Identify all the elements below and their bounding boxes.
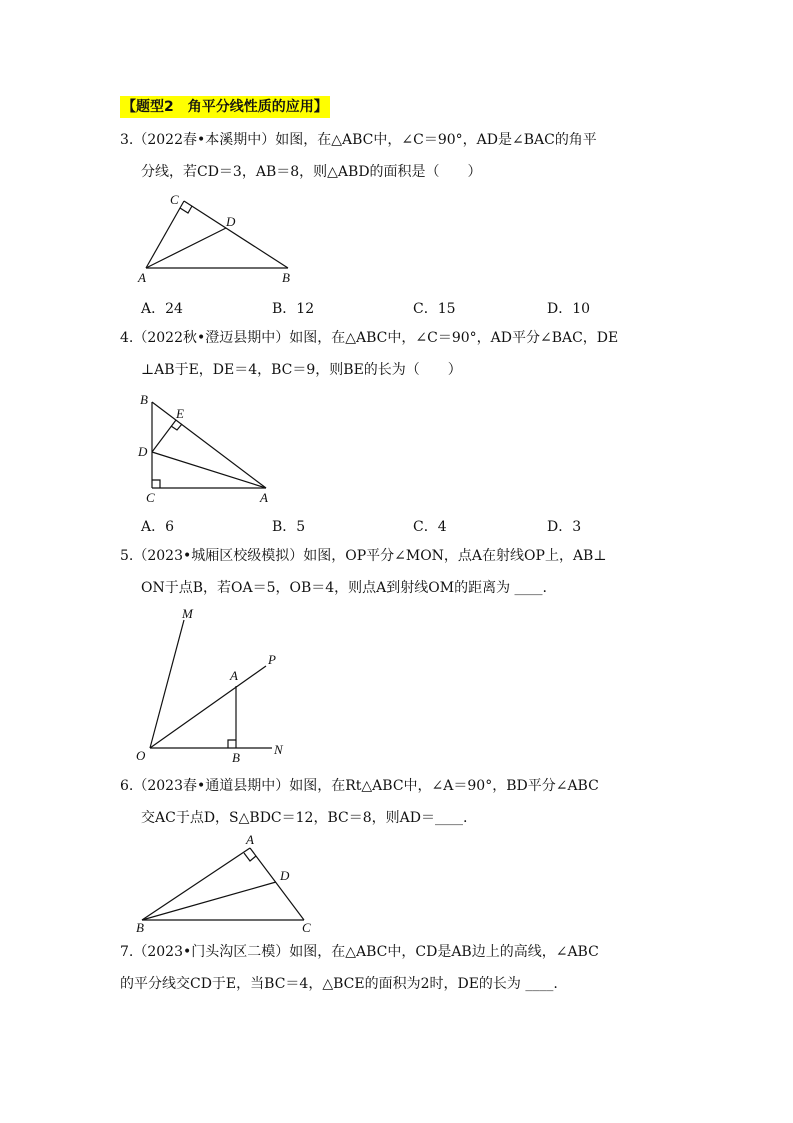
label-C: C <box>302 920 311 935</box>
label-P: P <box>268 652 276 667</box>
option-a: A．24 <box>141 301 183 317</box>
option-c: C．15 <box>413 301 456 317</box>
figure-q3-triangle <box>130 188 310 288</box>
side-BA <box>152 402 266 488</box>
label-D: D <box>138 444 148 459</box>
label-A: A <box>246 832 254 847</box>
figure-q4-triangle <box>132 388 282 508</box>
question-3-line-2: 分线，若CD＝3，AB＝8，则△ABD的面积是（ ） <box>141 164 482 180</box>
side-BA <box>142 848 250 920</box>
option-a: A．6 <box>141 519 175 535</box>
option-d: D．10 <box>547 301 591 317</box>
option-d: D．3 <box>547 519 582 535</box>
label-C: C <box>170 192 179 207</box>
question-4-line-1: 4.（2022秋•澄迈县期中）如图，在△ABC中，∠C＝90°，AD平分∠BAC，DE <box>120 330 619 346</box>
bisector-AD <box>152 452 266 488</box>
question-5-line-2: ON于点B，若OA＝5，OB＝4，则点A到射线OM的距离为 ____. <box>141 580 548 596</box>
side-AC <box>250 848 304 920</box>
bisector-BD <box>142 882 276 920</box>
label-B: B <box>282 270 290 285</box>
question-7-line-1: 7.（2023•门头沟区二模）如图，在△ABC中，CD是AB边上的高线，∠ABC <box>120 944 599 960</box>
ray-OM <box>150 620 184 748</box>
question-3-options <box>141 298 621 318</box>
label-B: B <box>136 920 144 935</box>
label-A: A <box>138 270 146 285</box>
question-6-line-1: 6.（2023春•通道县期中）如图，在Rt△ABC中，∠A＝90°，BD平分∠ABC <box>120 778 599 794</box>
ray-OP <box>150 666 266 748</box>
label-A: A <box>260 490 268 505</box>
perpendicular-DE <box>152 420 176 452</box>
label-B: B <box>140 392 148 407</box>
label-D: D <box>280 868 290 883</box>
label-D: D <box>226 214 236 229</box>
option-c: C．4 <box>413 519 447 535</box>
right-angle-mark-C <box>152 480 160 488</box>
right-angle-mark-B <box>228 740 236 748</box>
question-5-line-1: 5.（2023•城厢区校级模拟）如图，OP平分∠MON，点A在射线OP上，AB⊥ <box>120 548 607 564</box>
question-5 <box>120 540 680 604</box>
option-b: B．5 <box>272 519 306 535</box>
label-E: E <box>176 406 184 421</box>
section-heading: 【题型2 角平分线性质的应用】 <box>120 96 330 118</box>
label-A: A <box>230 668 238 683</box>
option-b: B．12 <box>272 301 315 317</box>
side-CB <box>184 201 288 268</box>
question-4-options <box>141 516 621 536</box>
figure-q6-right-triangle <box>132 832 322 936</box>
label-C: C <box>146 490 155 505</box>
question-3-line-1: 3.（2022春•本溪期中）如图，在△ABC中，∠C＝90°，AD是∠BAC的角平 <box>120 132 597 148</box>
label-B: B <box>232 750 240 764</box>
question-6-line-2: 交AC于点D，S△BDC＝12，BC＝8，则AD＝____. <box>141 810 468 826</box>
question-4-line-2: ⊥AB于E，DE＝4，BC＝9，则BE的长为（ ） <box>141 362 462 378</box>
right-angle-mark-C <box>180 206 192 213</box>
label-O: O <box>136 748 146 763</box>
label-M: M <box>182 606 193 621</box>
question-7 <box>120 936 680 1000</box>
question-4 <box>120 322 680 386</box>
figure-q5-angle <box>132 604 302 764</box>
question-7-line-2: 的平分线交CD于E，当BC＝4，△BCE的面积为2时，DE的长为 ____. <box>120 976 558 992</box>
label-N: N <box>274 742 283 757</box>
question-3 <box>120 124 680 188</box>
question-6 <box>120 770 680 834</box>
